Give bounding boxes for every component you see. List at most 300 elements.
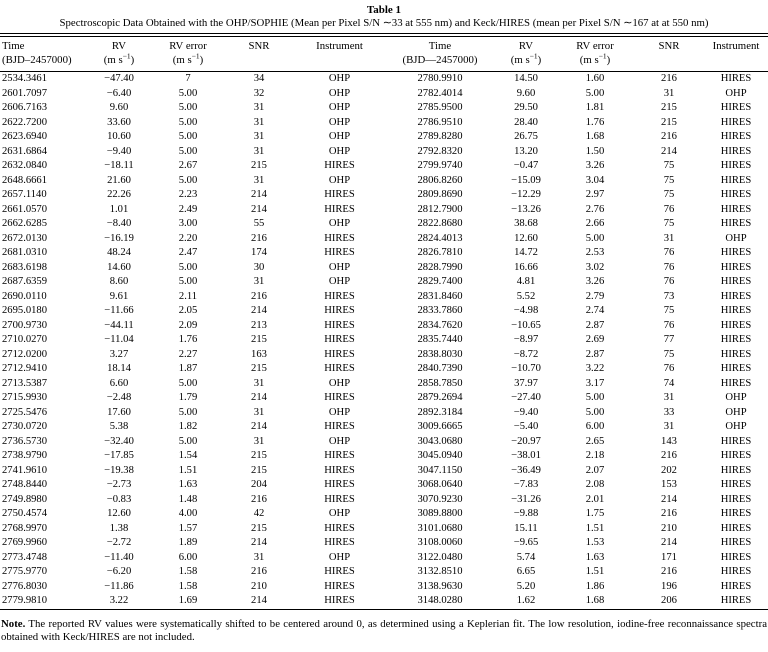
table-cell: HIRES	[720, 508, 752, 519]
table-cell: 3.22	[585, 363, 605, 374]
table-title: Spectroscopic Data Obtained with the OHP/SOPHIE (Mean per Pixel S/N ∼33 at 555 nm) and Keck/HIRES (mean per Pixel S/N ∼167 at at 550 nm)	[59, 17, 709, 29]
table-cell: HIRES	[720, 218, 752, 229]
table-cell: 2.97	[585, 189, 605, 200]
table-cell: HIRES	[720, 464, 752, 476]
table-cell: 2768.9970	[2, 522, 48, 534]
rv-error-label: RV error	[169, 40, 207, 52]
table-cell: 1.68	[585, 131, 605, 142]
col-header-rv-left	[85, 37, 153, 72]
table-cell: −2.73	[106, 479, 132, 490]
table-cell: 210	[661, 522, 677, 534]
table-cell: 75	[663, 305, 675, 316]
table-cell: OHP	[328, 508, 351, 519]
table-cell: HIRES	[324, 464, 355, 476]
table-cell: 215	[661, 102, 677, 113]
table-cell: 2741.9610	[2, 464, 48, 476]
col-header-snr-left	[223, 37, 295, 72]
table-cell: 5.38	[109, 421, 129, 432]
table-cell: 3.00	[178, 218, 198, 229]
table-cell: 214	[661, 145, 677, 157]
table-cell: HIRES	[720, 145, 752, 157]
table-cell: 196	[661, 580, 677, 592]
table-cell: 214	[251, 203, 267, 215]
table-cell: −9.40	[513, 406, 539, 418]
table-cell: 216	[251, 290, 267, 302]
table-cell: 18.14	[107, 363, 131, 374]
table-row	[0, 275, 768, 290]
table-body	[0, 72, 768, 610]
table-row	[0, 536, 768, 551]
table-cell: −17.85	[104, 450, 134, 461]
table-row	[0, 232, 768, 247]
table-row	[0, 391, 768, 406]
table-row	[0, 594, 768, 609]
table-row	[0, 101, 768, 116]
table-cell: 73	[663, 290, 675, 302]
table-cell: HIRES	[324, 493, 355, 505]
table-cell: 2.69	[585, 334, 605, 345]
instrument-label: Instrument	[316, 40, 363, 52]
table-cell: −2.48	[106, 392, 132, 403]
table-cell: 1.87	[178, 363, 198, 374]
table-cell: 26.75	[514, 131, 538, 142]
table-cell: 5.00	[178, 261, 198, 273]
table-cell: 2.67	[178, 160, 198, 171]
rv-error-unit	[556, 50, 634, 68]
rv-unit	[85, 50, 153, 68]
table-cell: −27.40	[511, 392, 541, 403]
table-cell: 31	[663, 232, 675, 244]
table-cell: OHP	[725, 87, 747, 99]
table-cell: OHP	[725, 232, 747, 244]
table-cell: 2858.7850	[417, 377, 463, 389]
table-cell: HIRES	[720, 537, 752, 548]
table-cell: HIRES	[720, 290, 752, 302]
table-cell: 206	[661, 595, 677, 606]
table-cell: 2.05	[178, 305, 198, 316]
table-cell: 76	[663, 261, 675, 273]
table-cell: HIRES	[720, 189, 752, 200]
table-cell: 2786.9510	[417, 116, 463, 128]
table-cell: 214	[251, 305, 267, 316]
table-cell: 1.51	[585, 566, 605, 577]
table-row	[0, 493, 768, 508]
table-cell: 31	[253, 102, 265, 113]
table-cell: OHP	[328, 551, 351, 563]
table-cell: 1.53	[585, 537, 605, 548]
table-cell: 33.60	[107, 116, 131, 128]
table-cell: 2789.8280	[417, 131, 463, 142]
table-cell: 3047.1150	[417, 464, 463, 476]
unit-prefix: (m s	[103, 53, 123, 66]
table-cell: 74	[663, 377, 675, 389]
table-row	[0, 333, 768, 348]
table-cell: 2.65	[585, 435, 605, 447]
table-cell: HIRES	[720, 116, 752, 128]
table-cell: 5.00	[178, 276, 198, 287]
table-cell: 2700.9730	[2, 319, 48, 331]
table-cell: HIRES	[324, 392, 355, 403]
table-cell: HIRES	[324, 348, 355, 360]
table-cell: 214	[251, 421, 267, 432]
table-cell: 76	[663, 276, 675, 287]
table-cell: 1.79	[178, 392, 198, 403]
col-header-rv-right	[496, 37, 556, 72]
table-cell: 1.50	[585, 145, 605, 157]
table-cell: HIRES	[720, 348, 752, 360]
table-cell: HIRES	[720, 131, 752, 142]
table-cell: 31	[253, 174, 265, 186]
table-cell: 3089.8800	[417, 508, 463, 519]
table-cell: −31.26	[511, 493, 541, 505]
table-cell: 5.00	[178, 116, 198, 128]
table-cell: 1.89	[178, 537, 198, 548]
table-cell: 2623.6940	[2, 131, 48, 142]
table-cell: HIRES	[720, 493, 752, 505]
table-cell: 14.60	[107, 261, 131, 273]
table-cell: 31	[253, 131, 265, 142]
table-cell: −19.38	[104, 464, 134, 476]
unit-superscript: −1	[191, 50, 200, 60]
table-cell: 214	[661, 493, 677, 505]
table-cell: 2838.8030	[417, 348, 463, 360]
table-cell: 3108.0060	[417, 537, 463, 548]
table-cell: 2690.0110	[2, 290, 47, 302]
table-cell: 31	[253, 276, 265, 287]
table-cell: 34	[253, 73, 265, 84]
table-cell: −10.65	[511, 319, 541, 331]
table-cell: 215	[251, 522, 267, 534]
table-cell: 31	[663, 392, 675, 403]
instrument-label: Instrument	[712, 40, 760, 52]
table-cell: 9.61	[109, 290, 129, 302]
table-cell: −8.97	[513, 334, 539, 345]
table-cell: 2687.6359	[2, 276, 48, 287]
table-cell: HIRES	[720, 377, 752, 389]
table-cell: 3.22	[109, 595, 129, 606]
table-cell: OHP	[328, 261, 351, 273]
table-cell: OHP	[328, 377, 351, 389]
table-cell: 2749.8980	[2, 493, 48, 505]
table-cell: −47.40	[104, 73, 134, 84]
table-cell: HIRES	[720, 305, 752, 316]
table-cell: 32	[253, 87, 265, 99]
table-row	[0, 551, 768, 566]
col-header-rv-error-right	[556, 37, 634, 72]
time-label: Time	[428, 40, 452, 52]
table-cell: 76	[663, 363, 675, 374]
table-cell: −11.04	[104, 334, 134, 345]
table-cell: OHP	[328, 406, 351, 418]
table-row	[0, 348, 768, 363]
table-row	[0, 580, 768, 595]
table-cell: −8.72	[513, 348, 539, 360]
table-cell: 2738.9790	[2, 450, 48, 461]
table-cell: 2.27	[178, 348, 198, 360]
unit-superscript: −1	[122, 50, 131, 60]
table-cell: −11.66	[104, 305, 134, 316]
unit-superscript: −1	[529, 50, 538, 60]
table-cell: 22.26	[107, 189, 131, 200]
table-cell: 3138.9630	[417, 580, 463, 592]
table-cell: −0.47	[513, 160, 539, 171]
table-cell: 216	[661, 73, 677, 84]
time-sub-label: (BJD–2457000)	[2, 53, 72, 66]
note-label: Note.	[1, 617, 26, 630]
table-cell: HIRES	[720, 551, 752, 563]
table-cell: 1.68	[585, 595, 605, 606]
table-cell: HIRES	[720, 580, 752, 592]
table-cell: 174	[251, 247, 267, 258]
table-cell: HIRES	[324, 421, 355, 432]
table-cell: 1.01	[109, 203, 129, 215]
table-cell: HIRES	[324, 566, 355, 577]
table-cell: 3101.0680	[417, 522, 463, 534]
table-cell: 2712.9410	[2, 363, 48, 374]
table-cell: 2792.8320	[417, 145, 463, 157]
table-cell: 2601.7097	[2, 87, 48, 99]
table-cell: 4.81	[516, 276, 536, 287]
table-cell: 1.57	[178, 522, 198, 534]
table-cell: 2809.8690	[417, 189, 463, 200]
table-cell: HIRES	[324, 319, 355, 331]
table-cell: HIRES	[720, 566, 752, 577]
table-cell: 2775.9770	[2, 566, 48, 577]
table-cell: HIRES	[324, 580, 355, 592]
table-cell: 5.52	[516, 290, 536, 302]
table-cell: 2661.0570	[2, 203, 48, 215]
table-cell: 1.51	[178, 464, 198, 476]
table-cell: −15.09	[511, 174, 541, 186]
table-cell: 2681.0310	[2, 247, 48, 258]
table-cell: HIRES	[324, 232, 355, 244]
table-cell: 14.72	[514, 247, 538, 258]
table-cell: HIRES	[324, 203, 355, 215]
table-row	[0, 565, 768, 580]
table-cell: 31	[253, 145, 265, 157]
table-cell: −0.83	[106, 493, 132, 505]
table-cell: −2.72	[106, 537, 132, 548]
table-cell: 216	[251, 232, 267, 244]
table-cell: 214	[251, 392, 267, 403]
table-cell: 42	[253, 508, 265, 519]
table-cell: 5.00	[178, 377, 198, 389]
table-cell: HIRES	[720, 73, 752, 84]
table-cell: HIRES	[720, 522, 752, 534]
table-cell: 5.20	[516, 580, 536, 592]
table-cell: 3070.9230	[417, 493, 463, 505]
table-cell: 215	[251, 334, 267, 345]
table-cell: 31	[253, 377, 265, 389]
table-row	[0, 87, 768, 102]
table-cell: 2769.9960	[2, 537, 48, 548]
table-cell: 2826.7810	[417, 247, 463, 258]
table-cell: 2.11	[178, 290, 198, 302]
table-cell: HIRES	[324, 247, 355, 258]
table-cell: 15.11	[514, 522, 538, 534]
table-cell: 216	[251, 566, 267, 577]
table-cell: HIRES	[720, 334, 752, 345]
table-cell: 2662.6285	[2, 218, 48, 229]
table-cell: 5.00	[178, 102, 198, 113]
table-cell: 153	[661, 479, 677, 490]
table-cell: 2713.5387	[2, 377, 48, 389]
unit-suffix: )	[606, 53, 611, 66]
table-cell: OHP	[725, 421, 747, 432]
table-cell: 8.60	[109, 276, 129, 287]
table-cell: −6.20	[106, 566, 132, 577]
snr-label: SNR	[248, 40, 270, 52]
table-caption	[0, 0, 768, 30]
table-cell: HIRES	[324, 479, 355, 490]
table-row	[0, 522, 768, 537]
col-header-rv-error-left	[153, 37, 223, 72]
table-row	[0, 319, 768, 334]
table-cell: −9.88	[513, 508, 539, 519]
rv-unit	[496, 50, 556, 68]
table-cell: −36.49	[511, 464, 541, 476]
table-cell: 75	[663, 160, 675, 171]
table-cell: 2782.4014	[417, 87, 463, 99]
unit-suffix: )	[199, 53, 204, 66]
table-cell: 75	[663, 348, 675, 360]
table-cell: HIRES	[720, 160, 752, 171]
table-cell: HIRES	[324, 334, 355, 345]
table-cell: 13.20	[514, 145, 538, 157]
table-cell: 2.79	[585, 290, 605, 302]
table-cell: 3.27	[109, 348, 129, 360]
table-cell: 16.66	[514, 261, 538, 273]
table-cell: OHP	[328, 87, 351, 99]
table-cell: 76	[663, 247, 675, 258]
table-cell: HIRES	[720, 174, 752, 186]
col-header-instrument-right	[704, 37, 768, 72]
table-cell: OHP	[328, 131, 351, 142]
table-cell: HIRES	[720, 450, 752, 461]
table-cell: 31	[663, 421, 675, 432]
table-cell: 1.48	[178, 493, 198, 505]
table-cell: 204	[251, 479, 267, 490]
table-cell: 17.60	[107, 406, 131, 418]
table-cell: 76	[663, 319, 675, 331]
table-cell: HIRES	[324, 363, 355, 374]
table-cell: 214	[251, 537, 267, 548]
table-cell: 2799.9740	[417, 160, 463, 171]
table-cell: 76	[663, 203, 675, 215]
table-cell: 2725.5476	[2, 406, 48, 418]
table-cell: −16.19	[104, 232, 134, 244]
table-cell: 3.02	[585, 261, 605, 273]
table-cell: 2.47	[178, 247, 198, 258]
table-cell: −9.40	[106, 145, 132, 157]
table-cell: 55	[253, 218, 265, 229]
table-cell: 31	[253, 435, 265, 447]
unit-suffix: )	[130, 53, 135, 66]
table-cell: OHP	[725, 406, 747, 418]
table-cell: OHP	[328, 102, 351, 113]
table-row	[0, 145, 768, 160]
table-cell: 143	[661, 435, 677, 447]
data-table	[0, 37, 768, 610]
table-cell: 2831.8460	[417, 290, 463, 302]
table-row	[0, 449, 768, 464]
table-row	[0, 507, 768, 522]
table-row	[0, 203, 768, 218]
col-header-time-right	[384, 37, 496, 72]
table-cell: 2776.8030	[2, 580, 48, 592]
table-cell: HIRES	[324, 305, 355, 316]
table-cell: 1.62	[516, 595, 536, 606]
table-cell: HIRES	[324, 595, 355, 606]
table-cell: 5.00	[585, 232, 605, 244]
table-cell: 2631.6864	[2, 145, 48, 157]
table-cell: 215	[251, 363, 267, 374]
table-row	[0, 377, 768, 392]
table-cell: 163	[251, 348, 267, 360]
table-cell: 75	[663, 189, 675, 200]
table-row	[0, 130, 768, 145]
table-label: Table 1	[366, 4, 402, 16]
table-cell: 9.60	[109, 102, 129, 113]
table-cell: 1.60	[585, 73, 605, 84]
table-cell: 5.00	[585, 392, 605, 403]
table-cell: 2822.8680	[417, 218, 463, 229]
table-cell: HIRES	[324, 160, 355, 171]
table-cell: 75	[663, 174, 675, 186]
table-cell: 29.50	[514, 102, 538, 113]
table-cell: 5.00	[585, 87, 605, 99]
table-row	[0, 116, 768, 131]
table-cell: −6.40	[106, 87, 132, 99]
table-cell: 1.51	[585, 522, 605, 534]
table-cell: 38.68	[514, 218, 538, 229]
table-cell: HIRES	[324, 290, 355, 302]
table-note	[0, 618, 768, 645]
table-cell: −9.65	[513, 537, 539, 548]
table-cell: −12.29	[511, 189, 541, 200]
table-cell: 2710.0270	[2, 334, 48, 345]
table-cell: −11.40	[104, 551, 134, 563]
table-cell: −18.11	[104, 160, 134, 171]
table-cell: 3122.0480	[417, 551, 463, 563]
table-row	[0, 420, 768, 435]
table-cell: 2632.0840	[2, 160, 48, 171]
table-cell: HIRES	[324, 450, 355, 461]
table-cell: HIRES	[324, 537, 355, 548]
table-cell: 2806.8260	[417, 174, 463, 186]
table-cell: 2785.9500	[417, 102, 463, 113]
table-cell: OHP	[328, 435, 351, 447]
table-cell: 6.00	[178, 551, 198, 563]
table-cell: 10.60	[107, 131, 131, 142]
table-row	[0, 261, 768, 276]
table-cell: 1.76	[178, 334, 198, 345]
table-cell: 3045.0940	[417, 450, 463, 461]
table-cell: 2780.9910	[417, 73, 463, 84]
table-cell: 2.01	[585, 493, 605, 505]
table-cell: 31	[253, 551, 265, 563]
header-row	[0, 37, 768, 72]
table-cell: 30	[253, 261, 265, 273]
table-cell: −7.83	[513, 479, 539, 490]
table-cell: 2835.7440	[417, 334, 463, 345]
table-cell: 1.86	[585, 580, 605, 592]
table-row	[0, 406, 768, 421]
table-cell: 2.09	[178, 319, 198, 331]
table-cell: 5.00	[178, 87, 198, 99]
table-cell: HIRES	[720, 479, 752, 490]
table-row	[0, 304, 768, 319]
